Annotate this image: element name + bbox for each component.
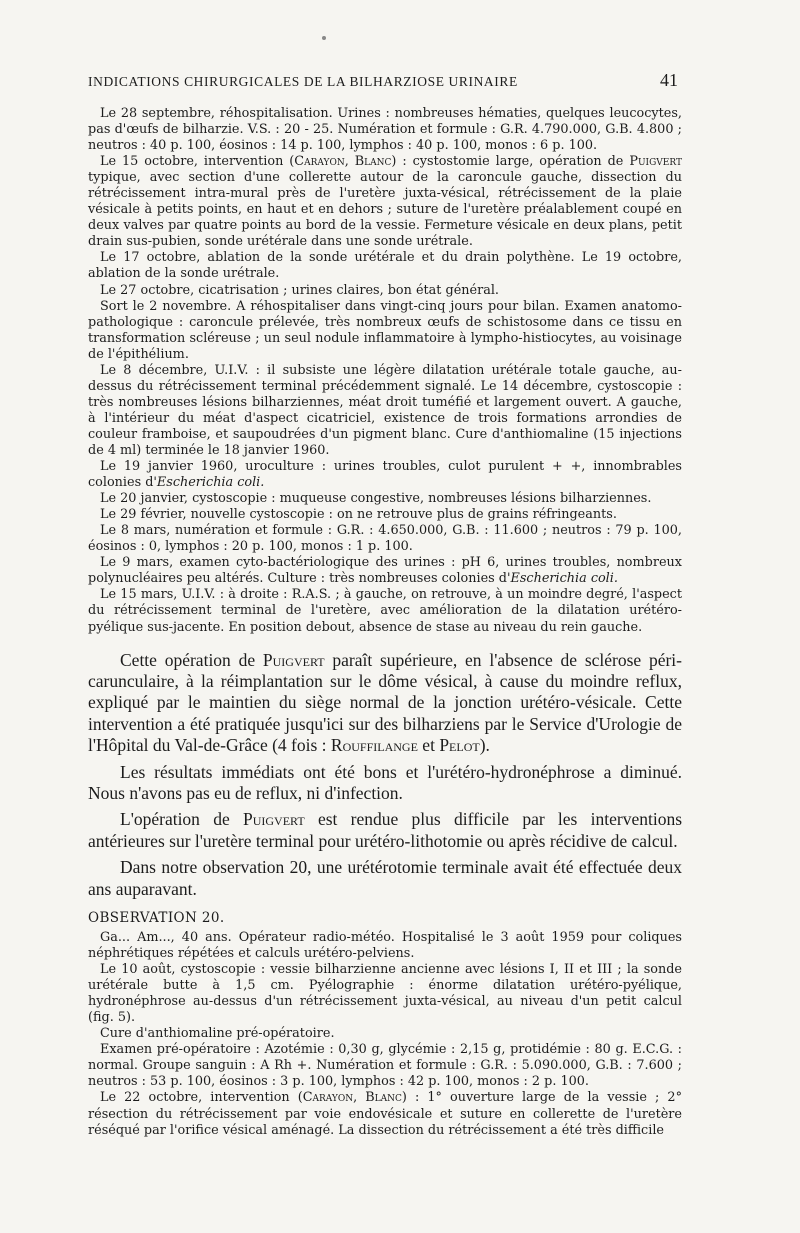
observation-paragraph-1: Ga... Am..., 40 ans. Opérateur radio-météo. Hospitalisé le 3 août 1959 pour coliques néphrétiques répétées et calculs urétéro-pelviens. <box>88 930 682 962</box>
case-paragraph-1: Le 28 septembre, réhospitalisation. Urines : nombreuses hématies, quelques leucocytes, pas d'œufs de bilharzie. V.S. : 20 - 25. Numération et formule : G.R. 4.790.000, G.B. 4.800 ; neutros : 40 p. 100, éosinos : 14 p. 100, lymphos : 40 p. 100, monos : 6 p. 100. <box>88 106 682 154</box>
body-paragraph-1: Cette opération de Puigvert paraît supérieure, en l'absence de sclérose péri-carunculaire, à la réimplantation sur le dôme vésical, à cause du moindre reflux, expliqué par le maintien du siège normal de la jonction urétéro-vésicale. Cette intervention a été pratiquée jusqu'ici sur des bilharziens par le Service d'Urologie de l'Hôpital du Val-de-Grâce (4 fois : Rouffilange et Pelot). <box>88 649 682 756</box>
author-name: Puigvert <box>243 809 305 830</box>
author-names: Carayon, Blanc <box>294 154 392 170</box>
author-name: Puigvert <box>629 154 682 170</box>
case-paragraph-2: Le 15 octobre, intervention (Carayon, Blanc) : cystostomie large, opération de Puigvert typique, avec section d'une collerette autour de la caroncule gauche, dissection du rétrécissement intra-mural près de l'uretère juxta-vésical, rétrécissement de la plaie vésicale à petits points, en haut et en dehors ; suture de l'uretère préalablement coupé en deux valves par quatre points au bord de la vessie. Fermeture vésicale en deux plans, petit drain sus-pubien, sonde urétérale dans une sonde urétrale. <box>88 154 682 250</box>
author-name: Pelot <box>439 735 480 756</box>
case-paragraph-7: Le 19 janvier 1960, uroculture : urines troubles, culot purulent + +, innombrables colonies d'Escherichia coli. <box>88 459 682 491</box>
case-paragraph-10: Le 8 mars, numération et formule : G.R. : 4.650.000, G.B. : 11.600 ; neutros : 79 p. 100, éosinos : 0, lymphos : 20 p. 100, monos : 1 p. 100. <box>88 523 682 555</box>
running-header <box>88 70 682 94</box>
page <box>88 70 682 1139</box>
case-paragraph-4: Le 27 octobre, cicatrisation ; urines claires, bon état général. <box>100 282 499 298</box>
body-paragraph-4: Dans notre observation 20, une urétérotomie terminale avait été effectuée deux ans auparavant. <box>88 857 682 899</box>
case-paragraph-5: Sort le 2 novembre. A réhospitaliser dans vingt-cinq jours pour bilan. Examen anatomo-pathologique : caroncule prélevée, très nombreux œufs de schistosome dans ce tissu en transformation scléreuse ; un seul nodule inflammatoire à lympho-histiocytes, au voisinage de l'épithélium. <box>88 298 682 362</box>
case-paragraph-3: Le 17 octobre, ablation de la sonde urétérale et du drain polythène. Le 19 octobre, ablation de la sonde urétrale. <box>88 250 682 282</box>
species-name: Escherichia coli. <box>510 571 618 587</box>
observation-heading: OBSERVATION 20. <box>88 910 225 927</box>
observation-paragraph-4: Examen pré-opératoire : Azotémie : 0,30 g, glycémie : 2,15 g, protidémie : 80 g. E.C.G. : normal. Groupe sanguin : A Rh +. Numération et formule : G.R. : 5.090.000, G.B. : 7.600 ; neutros : 53 p. 100, éosinos : 3 p. 100, lymphos : 42 p. 100, monos : 2 p. 100. <box>88 1042 682 1090</box>
case-paragraph-12: Le 15 mars, U.I.V. : à droite : R.A.S. ; à gauche, on retrouve, à un moindre degré, l'aspect du rétrécissement terminal de l'uretère, avec amélioration de la dilatation urétéro-pyélique sus-jacente. En position debout, absence de stase au niveau du rein gauche. <box>88 587 682 635</box>
case-paragraph-11: Le 9 mars, examen cyto-bactériologique des urines : pH 6, urines troubles, nombreux polynucléaires peu altérés. Culture : très nombreuses colonies d'Escherichia coli. <box>88 555 682 587</box>
case-paragraph-8: Le 20 janvier, cystoscopie : muqueuse congestive, nombreuses lésions bilharziennes. <box>100 491 652 507</box>
body-paragraph-3: L'opération de Puigvert est rendue plus difficile par les interventions antérieures sur l'uretère terminal pour urétéro-lithotomie ou après récidive de calcul. <box>88 809 683 851</box>
page-number: 41 <box>660 70 678 90</box>
author-name: Rouffilange <box>330 735 418 756</box>
print-speck <box>322 36 326 40</box>
observation-paragraph-2: Le 10 août, cystoscopie : vessie bilharzienne ancienne avec lésions I, II et III ; la sonde urétérale butte à 1,5 cm. Pyélographie : énorme dilatation urétéro-pyélique, hydronéphrose au-dessus d'un rétrécissement juxta-vésical, au niveau d'un petit calcul (fig. 5). <box>88 962 682 1026</box>
case-paragraph-9: Le 29 février, nouvelle cystoscopie : on ne retrouve plus de grains réfringeants. <box>100 507 617 523</box>
observation-paragraph-5: Le 22 octobre, intervention (Carayon, Blanc) : 1° ouverture large de la vessie ; 2° résection du rétrécissement par voie endovésicale et suture en collerette de l'uretère réséqué par l'orifice vésical aménagé. La dissection du rétrécissement a été très difficile <box>88 1090 682 1138</box>
body-paragraph-2: Les résultats immédiats ont été bons et l'urétéro-hydronéphrose a diminué. Nous n'avons pas eu de reflux, ni d'infection. <box>88 761 682 803</box>
author-name: Puigvert <box>262 649 325 670</box>
species-name: Escherichia coli. <box>156 475 265 491</box>
running-title: INDICATIONS CHIRURGICALES DE LA BILHARZIOSE URINAIRE <box>88 74 518 89</box>
author-names: Carayon, Blanc <box>302 1090 402 1106</box>
case-paragraph-6: Le 8 décembre, U.I.V. : il subsiste une légère dilatation urétérale totale gauche, au-dessus du rétrécissement terminal précédemment signalé. Le 14 décembre, cystoscopie : très nombreuses lésions bilharziennes, méat droit tuméfié et largement ouvert. A gauche, à l'intérieur du méat d'aspect cicatriciel, existence de trois formations arrondies de couleur framboise, et saupoudrées d'un pigment blanc. Cure d'anthiomaline (15 injections de 4 ml) terminée le 18 janvier 1960. <box>88 362 682 458</box>
observation-paragraph-3: Cure d'anthiomaline pré-opératoire. <box>100 1026 335 1042</box>
